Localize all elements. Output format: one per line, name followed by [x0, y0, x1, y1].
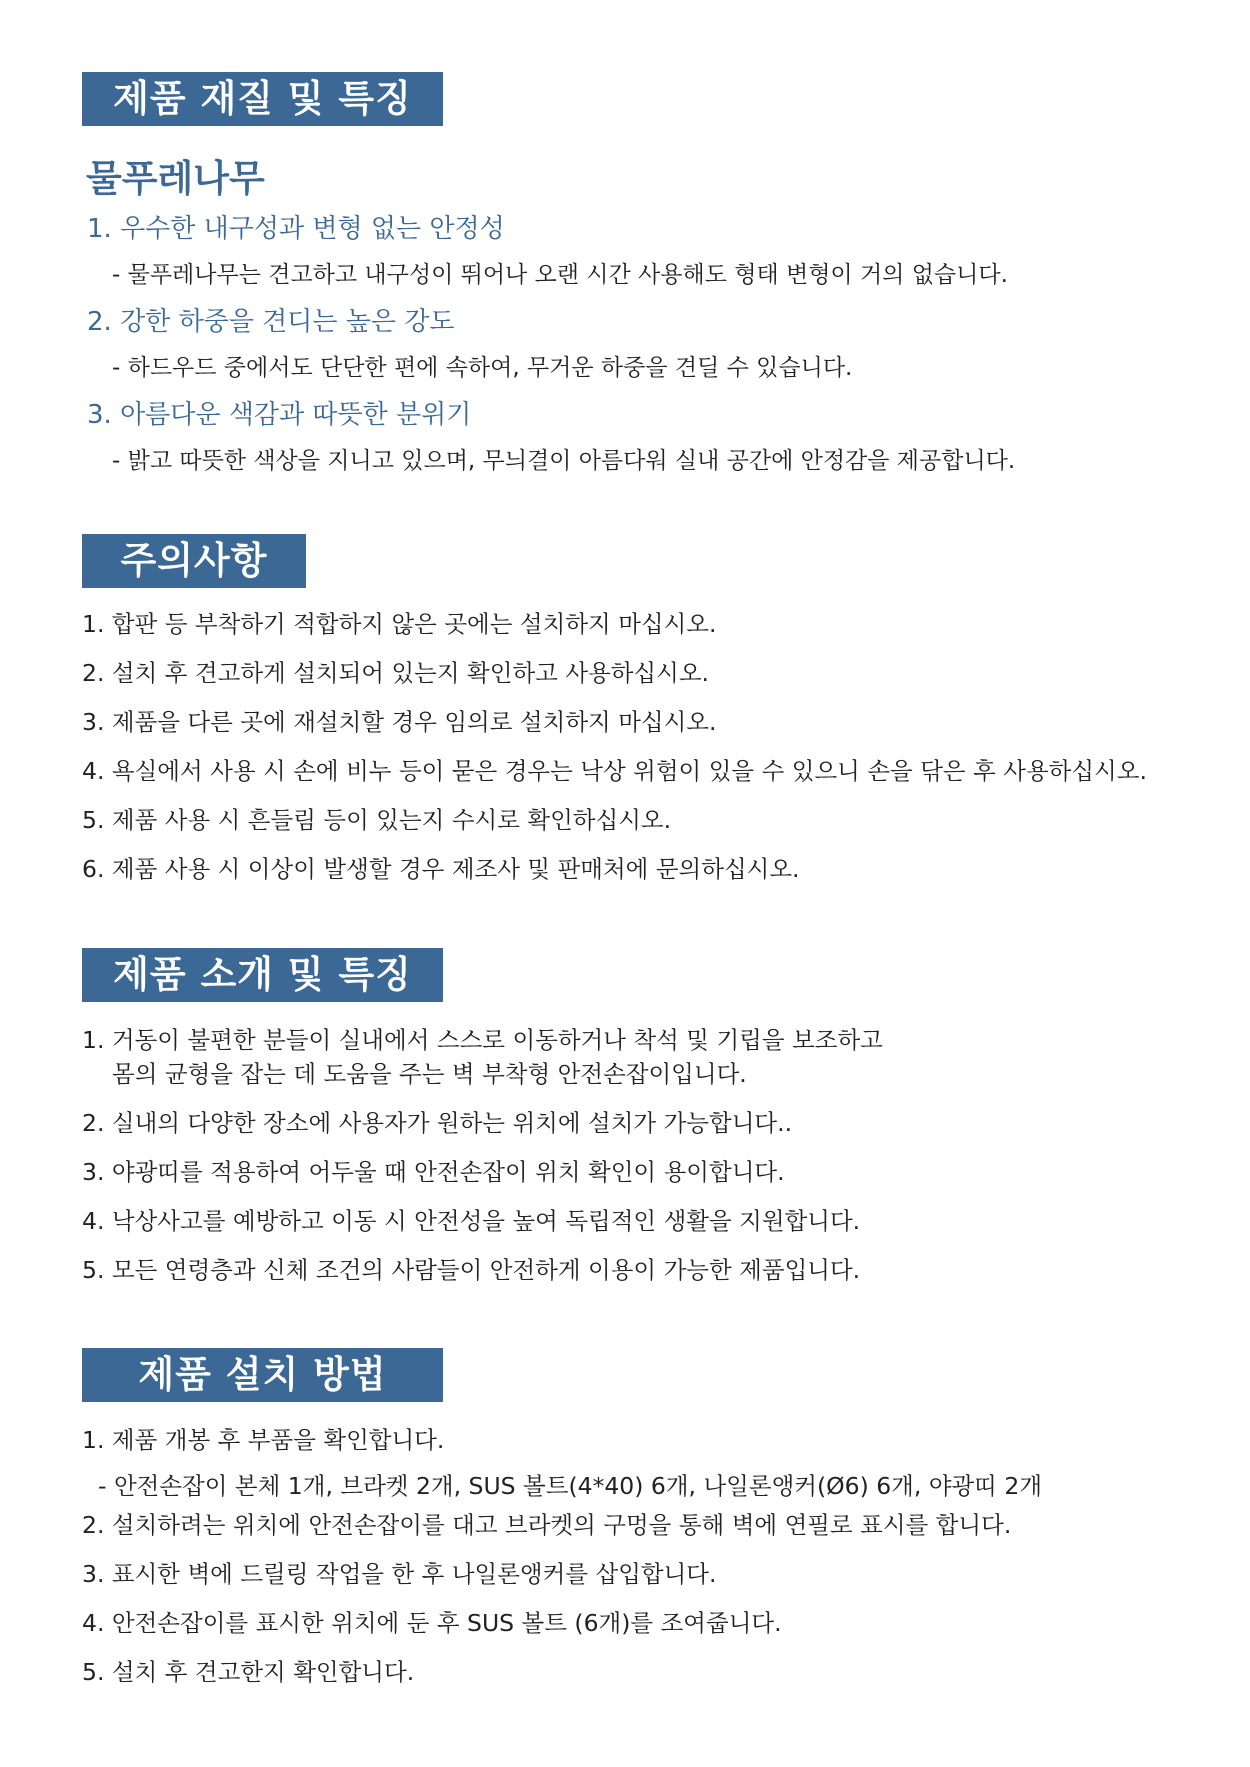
- intro-item: 2. 실내의 다양한 장소에 사용자가 원하는 위치에 설치가 가능합니다..: [82, 1109, 793, 1137]
- section-header-install: 제품 설치 방법: [82, 1348, 443, 1402]
- caution-item: 1. 합판 등 부착하기 적합하지 않은 곳에는 설치하지 마십시오.: [82, 610, 717, 638]
- intro-item: 4. 낙상사고를 예방하고 이동 시 안전성을 높여 독립적인 생활을 지원합니다.: [82, 1207, 861, 1235]
- section-header-caution: 주의사항: [82, 534, 306, 588]
- install-step: 5. 설치 후 견고한지 확인합니다.: [82, 1658, 415, 1686]
- feature-title-durability: 1. 우수한 내구성과 변형 없는 안정성: [87, 214, 505, 244]
- feature-title-strength: 2. 강한 하중을 견디는 높은 강도: [87, 307, 455, 337]
- section-header-material: 제품 재질 및 특징: [82, 72, 443, 126]
- install-step: 3. 표시한 벽에 드릴링 작업을 한 후 나일론앵커를 삽입합니다.: [82, 1560, 717, 1588]
- feature-desc-color: - 밝고 따뜻한 색상을 지니고 있으며, 무늬결이 아름다워 실내 공간에 안정감을 제공합니다.: [112, 448, 1016, 474]
- install-step: 2. 설치하려는 위치에 안전손잡이를 대고 브라켓의 구멍을 통해 벽에 연필로 표시를 합니다.: [82, 1511, 1012, 1539]
- caution-item: 4. 욕실에서 사용 시 손에 비누 등이 묻은 경우는 낙상 위험이 있을 수 있으니 손을 닦은 후 사용하십시오.: [82, 757, 1147, 785]
- section-header-intro: 제품 소개 및 특징: [82, 948, 443, 1002]
- feature-desc-durability: - 물푸레나무는 견고하고 내구성이 뛰어나 오랜 시간 사용해도 형태 변형이 거의 없습니다.: [112, 262, 1008, 288]
- install-step: 1. 제품 개봉 후 부품을 확인합니다.: [82, 1426, 445, 1454]
- feature-title-color: 3. 아름다운 색감과 따뜻한 분위기: [87, 400, 472, 430]
- caution-item: 3. 제품을 다른 곳에 재설치할 경우 임의로 설치하지 마십시오.: [82, 708, 717, 736]
- wood-name-heading: 물푸레나무: [86, 157, 265, 200]
- caution-item: 2. 설치 후 견고하게 설치되어 있는지 확인하고 사용하십시오.: [82, 659, 710, 687]
- intro-item-line1: 1. 거동이 불편한 분들이 실내에서 스스로 이동하거나 착석 및 기립을 보조하고: [82, 1026, 883, 1054]
- caution-item: 5. 제품 사용 시 흔들림 등이 있는지 수시로 확인하십시오.: [82, 806, 672, 834]
- install-step: 4. 안전손잡이를 표시한 위치에 둔 후 SUS 볼트 (6개)를 조여줍니다.: [82, 1609, 782, 1637]
- intro-item: 5. 모든 연령층과 신체 조건의 사람들이 안전하게 이용이 가능한 제품입니다.: [82, 1256, 861, 1284]
- caution-item: 6. 제품 사용 시 이상이 발생할 경우 제조사 및 판매처에 문의하십시오.: [82, 855, 800, 883]
- install-parts-list: - 안전손잡이 본체 1개, 브라켓 2개, SUS 볼트(4*40) 6개, 나일론앵커(Ø6) 6개, 야광띠 2개: [98, 1472, 1043, 1500]
- intro-item: 3. 야광띠를 적용하여 어두울 때 안전손잡이 위치 확인이 용이합니다.: [82, 1158, 785, 1186]
- feature-desc-strength: - 하드우드 중에서도 단단한 편에 속하여, 무거운 하중을 견딜 수 있습니다.: [112, 355, 853, 381]
- intro-item-line2: 몸의 균형을 잡는 데 도움을 주는 벽 부착형 안전손잡이입니다.: [112, 1060, 747, 1088]
